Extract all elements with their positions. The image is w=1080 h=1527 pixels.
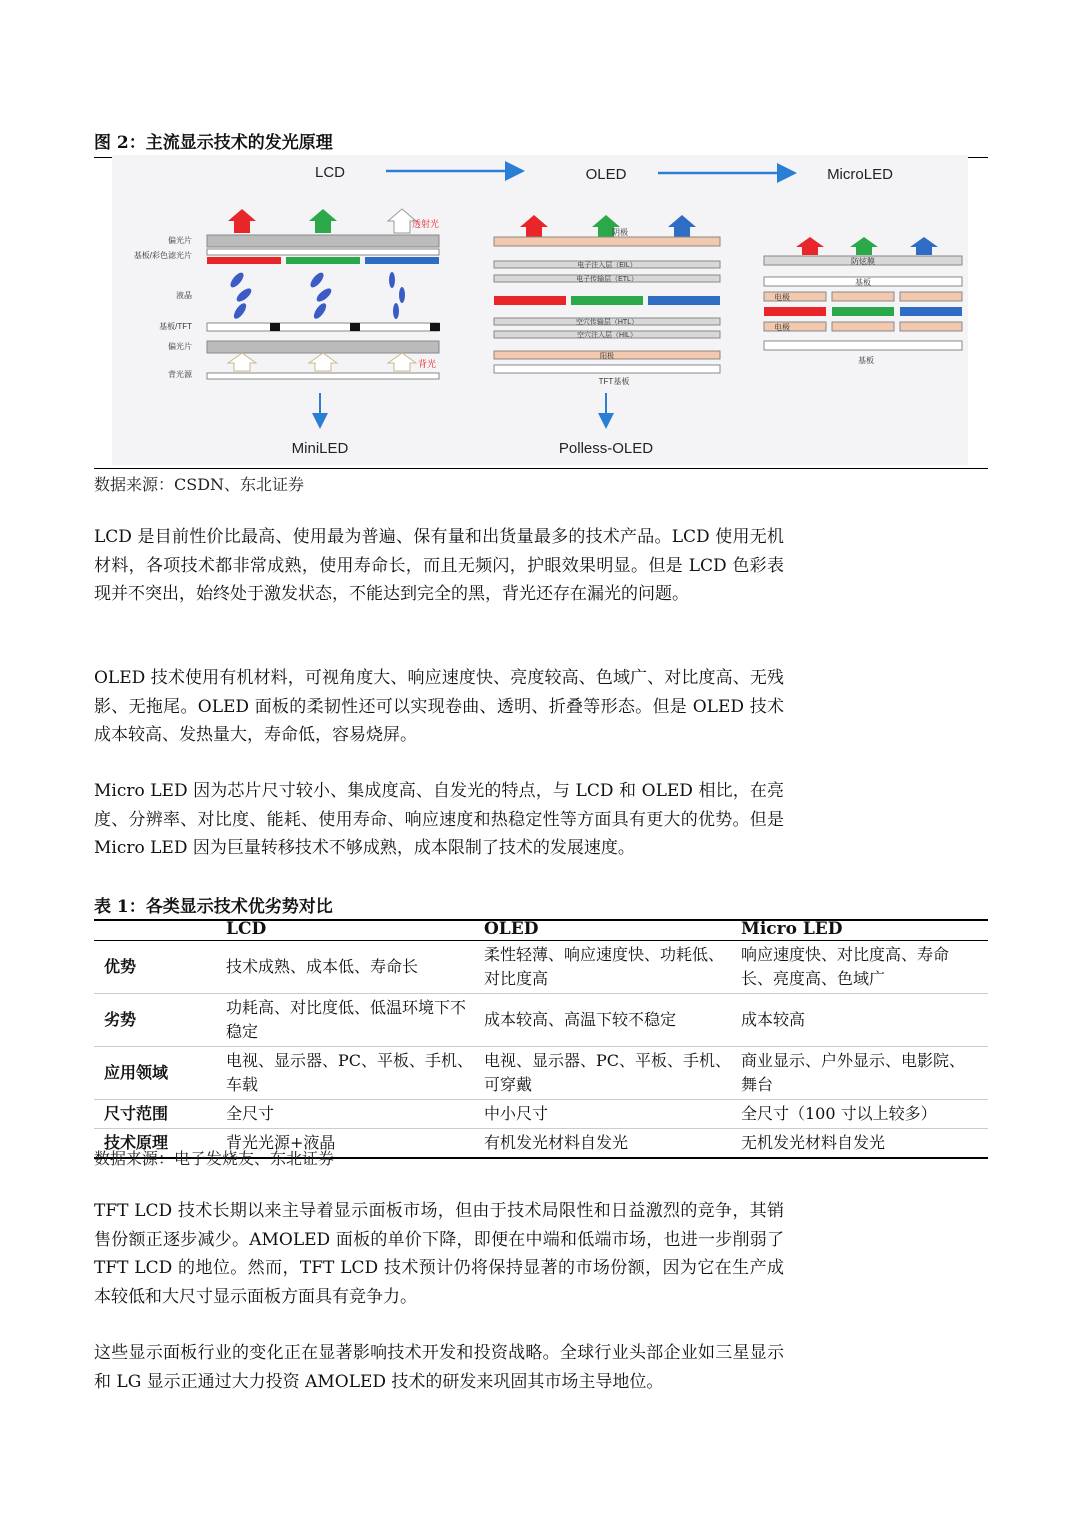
svg-text:背光源: 背光源 <box>168 370 192 379</box>
svg-text:阴极: 阴极 <box>612 228 628 237</box>
figure-rule <box>94 468 988 469</box>
table-cell: 商业显示、户外显示、电影院、舞台 <box>741 1047 988 1100</box>
table-header-microled: Micro LED <box>741 918 988 941</box>
label-miniled: MiniLED <box>291 440 349 457</box>
svg-text:阳极: 阳极 <box>600 353 614 360</box>
comparison-table <box>94 918 988 1159</box>
table-cell: 全尺寸 <box>226 1100 484 1129</box>
svg-text:液晶: 液晶 <box>176 291 192 300</box>
label-oled: OLED <box>585 166 627 183</box>
svg-text:TFT基板: TFT基板 <box>598 377 630 386</box>
table-cell: 技术成熟、成本低、寿命长 <box>226 941 484 994</box>
label-lcd: LCD <box>314 164 346 181</box>
microled-stack <box>764 237 962 365</box>
paragraph-microled: Micro LED 因为芯片尺寸较小、集成度高、自发光的特点，与 LCD 和 OLED 相比，在亮度、分辨率、对比度、能耗、使用寿命、响应速度和热稳定性等方面具有更大的优势。但是 Micro LED 因为巨量转移技术不够成熟，成本限制了技术的发展速度。 <box>94 781 784 858</box>
oled-stack <box>494 215 720 457</box>
paragraph-lcd: LCD 是目前性价比最高、使用最为普遍、保有量和出货量最多的技术产品。LCD 使用无机材料，各项技术都非常成熟，使用寿命长，而且无频闪，护眼效果明显。但是 LCD 色彩表现并不突出，始终处于激发状态，不能达到完全的黑，背光还存在漏光的问题。 <box>94 527 784 604</box>
filter-green <box>286 257 360 264</box>
table-cell: 柔性轻薄、响应速度快、功耗低、对比度高 <box>484 941 741 994</box>
paragraph-industry: 这些显示面板行业的变化正在显著影响技术开发和投资战略。全球行业头部企业如三星显示和 LG 显示正通过大力投资 AMOLED 技术的研发来巩固其市场主导地位。 <box>94 1343 784 1392</box>
label-microled: MicroLED <box>827 166 893 183</box>
lcd-stack <box>134 209 440 457</box>
table-row <box>94 941 988 994</box>
table-cell: 功耗高、对比度低、低温环境下不稳定 <box>226 994 484 1047</box>
display-tech-diagram <box>112 155 968 465</box>
table-cell: 无机发光材料自发光 <box>741 1129 988 1159</box>
svg-text:防炫膜: 防炫膜 <box>851 257 875 266</box>
table-cell: 响应速度快、对比度高、寿命长、亮度高、色域广 <box>741 941 988 994</box>
svg-text:电子传输层（ETL）: 电子传输层（ETL） <box>576 276 638 283</box>
table-header-lcd: LCD <box>226 918 484 941</box>
up-arrow-red <box>228 209 256 233</box>
paragraph-tft-lcd: TFT LCD 技术长期以来主导着显示面板市场，但由于技术局限性和日益激烈的竞争，其销售份额正逐步减少。AMOLED 面板的单价下降，即便在中端和低端市场，也进一步削弱了 TFT LCD 的地位。然而，TFT LCD 技术预计仍将保持显著的市场份额，因为它在生产成本较低和大尺寸显示面板方面具有竞争力。 <box>94 1201 784 1307</box>
liquid-crystal <box>228 271 405 321</box>
svg-text:基板: 基板 <box>855 278 871 287</box>
svg-text:电极: 电极 <box>774 323 790 332</box>
svg-text:基板/彩色滤光片: 基板/彩色滤光片 <box>133 251 192 260</box>
svg-text:偏光片: 偏光片 <box>168 236 192 245</box>
svg-text:电子注入层（EIL）: 电子注入层（EIL） <box>577 262 637 269</box>
row-header: 应用领域 <box>94 1047 226 1100</box>
svg-text:基板: 基板 <box>858 356 874 365</box>
table-title: 表 1：各类显示技术优劣势对比 <box>94 892 988 921</box>
row-header: 劣势 <box>94 994 226 1047</box>
oled-cathode <box>494 237 720 246</box>
table-cell: 背光光源+液晶 <box>226 1129 484 1159</box>
svg-text:基板/TFT: 基板/TFT <box>159 322 192 331</box>
lcd-polarizer-top <box>207 235 439 247</box>
figure-source: 数据来源：CSDN、东北证券 <box>94 475 305 494</box>
figure-title: 图 2：主流显示技术的发光原理 <box>94 128 988 158</box>
paragraph-oled: OLED 技术使用有机材料，可视角度大、响应速度快、亮度较高、色域广、对比度高、无残影、无拖尾。OLED 面板的柔韧性还可以实现卷曲、透明、折叠等形态。但是 OLED 技术成本较高、发热量大，寿命低，容易烧屏。 <box>94 668 784 745</box>
lcd-polarizer-bottom <box>207 341 439 353</box>
table-row <box>94 1100 988 1129</box>
label-polless: Polless-OLED <box>558 440 654 457</box>
table-cell: 有机发光材料自发光 <box>484 1129 741 1159</box>
row-header: 尺寸范围 <box>94 1100 226 1129</box>
table-header-row <box>94 918 988 941</box>
filter-blue <box>365 257 439 264</box>
table-cell: 中小尺寸 <box>484 1100 741 1129</box>
row-header: 优势 <box>94 941 226 994</box>
svg-text:空穴传输层（HTL）: 空穴传输层（HTL） <box>575 319 639 326</box>
table-cell: 全尺寸（100 寸以上较多） <box>741 1100 988 1129</box>
svg-text:电极: 电极 <box>774 293 790 302</box>
lcd-glass <box>207 249 439 255</box>
svg-text:空穴注入层（HIL）: 空穴注入层（HIL） <box>577 332 637 339</box>
table-cell: 成本较高、高温下较不稳定 <box>484 994 741 1047</box>
table-row <box>94 1047 988 1100</box>
svg-text:偏光片: 偏光片 <box>168 342 192 351</box>
lcd-backlight <box>207 373 439 379</box>
table-cell: 电视、显示器、PC、平板、手机、车载 <box>226 1047 484 1100</box>
up-arrow-green <box>309 209 337 233</box>
lcd-tft <box>207 323 439 331</box>
table-row <box>94 994 988 1047</box>
table-cell: 成本较高 <box>741 994 988 1047</box>
table-header-oled: OLED <box>484 918 741 941</box>
table-cell: 电视、显示器、PC、平板、手机、可穿戴 <box>484 1047 741 1100</box>
row-header: 技术原理 <box>94 1129 226 1159</box>
lcd-backlight-label: 背光 <box>418 359 437 369</box>
table-header <box>94 918 226 941</box>
lcd-transmit-label: 透射光 <box>412 219 440 229</box>
table-source: 数据来源：电子发烧友、东北证券 <box>94 1149 335 1168</box>
filter-red <box>207 257 281 264</box>
